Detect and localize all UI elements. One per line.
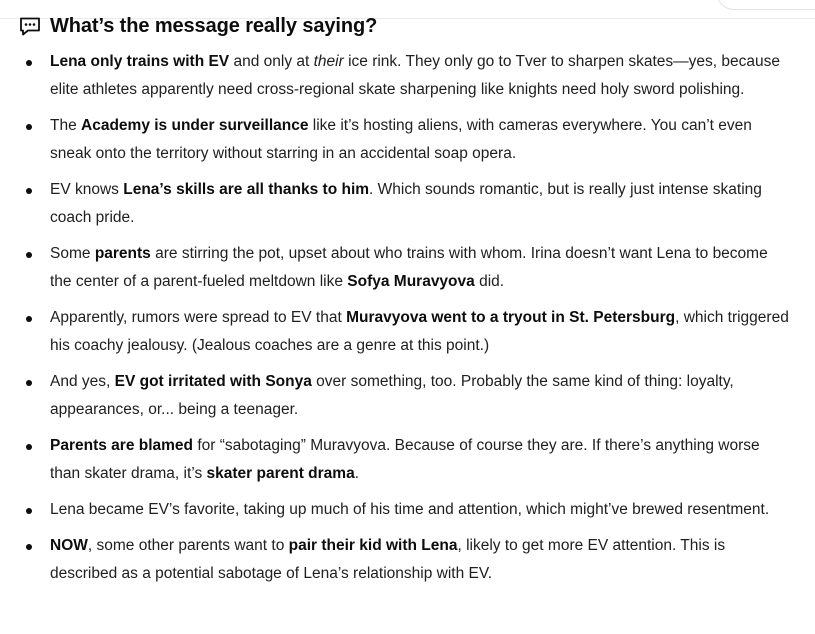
bold-text: Lena’s skills are all thanks to him [123,181,370,198]
section-title: What’s the message really saying? [50,14,378,37]
list-item [0,48,815,104]
list-item [0,496,815,524]
text: ice rink. They only go to Tver to sharpen skates—yes, because elite athletes apparently need cross-regional skate sharpening like knights need holy sword polishing. [50,53,780,98]
bold-text: Parents are blamed [50,437,194,454]
bold-text: NOW [50,537,88,554]
list-item [0,112,815,168]
text: Lena became EV’s favorite, taking up much of his time and attention, which might’ve brewed resentment. [50,501,770,518]
bold-text: skater parent drama [206,465,355,482]
list-item [0,532,815,588]
list-item [0,240,815,296]
text: like it’s hosting aliens, with cameras everywhere. You can’t even sneak onto the territory without starring in an accidental soap opera. [50,117,752,162]
top-right-pill-button[interactable] [716,0,815,10]
text: for “sabotaging” Muravyova. Because of course they are. If there’s anything worse than skater drama, it’s [50,437,760,482]
text: The [50,117,82,134]
text: , which triggered his coachy jealousy. (Jealous coaches are a genre at this point.) [50,309,789,354]
text: did. [474,273,505,290]
text: . Which sounds romantic, but is really just intense skating coach pride. [50,181,762,226]
list-item [0,176,815,232]
section-heading [18,12,377,40]
italic-text: their [313,53,344,70]
bullet-list [0,48,815,596]
text: and only at [229,53,314,70]
text: over something, too. Probably the same kind of thing: loyalty, appearances, or... being a teenager. [50,373,734,418]
list-item [0,432,815,488]
text: , some other parents want to [87,537,289,554]
text: , likely to get more EV attention. This is described as a potential sabotage of Lena’s relationship with EV. [50,537,726,582]
bold-text: Academy is under surveillance [81,117,309,134]
text: EV knows [50,181,124,198]
bold-text: parents [94,245,151,262]
list-item [0,368,815,424]
text: And yes, [50,373,115,390]
bold-text: EV got irritated with Sonya [114,373,312,390]
bold-text: pair their kid with Lena [288,537,458,554]
list-item [0,304,815,360]
text: . [354,465,360,482]
message-dots-icon [18,14,42,38]
text: Apparently, rumors were spread to EV that [50,309,347,326]
bold-text: Lena only trains with EV [50,53,230,70]
text: are stirring the pot, upset about who trains with whom. Irina doesn’t want Lena to become the center of a parent-fueled meltdown like [50,245,768,290]
bold-text: Sofya Muravyova [347,273,475,290]
text: Some [50,245,95,262]
bold-text: Muravyova went to a tryout in St. Petersburg [346,309,676,326]
